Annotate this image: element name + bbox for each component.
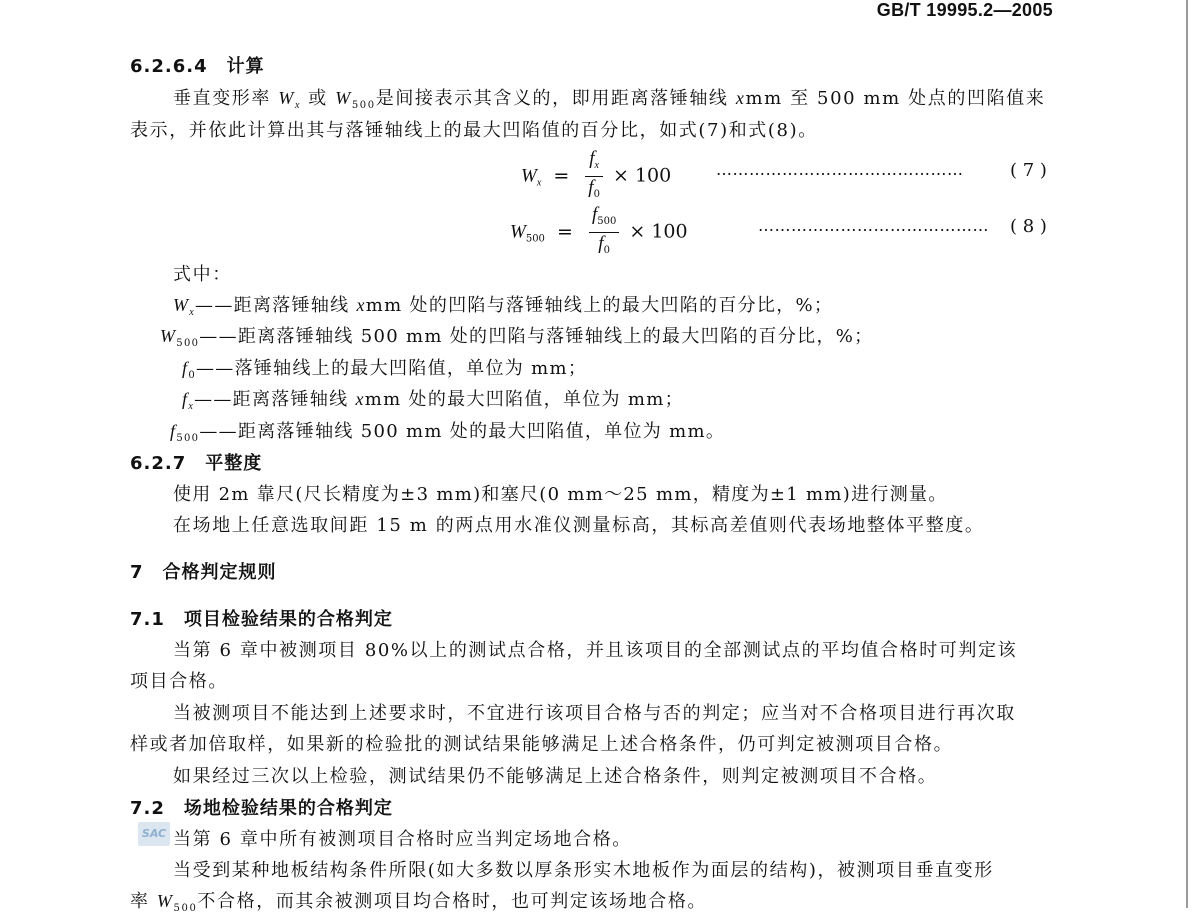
paragraph-6-2-6-4-line2: 表示，并依此计算出其与落锤轴线上的最大凹陷值的百分比，如式(7)和式(8)。	[130, 120, 818, 141]
formula-8-leader: ……………………………………	[758, 216, 989, 235]
formula-7-number: ( 7 )	[1010, 160, 1047, 181]
definition-f500: $f_{500}——$距离落锤轴线 500 mm 处的最大凹陷值，单位为 mm。	[170, 421, 726, 444]
paragraph-7-1-3: 如果经过三次以上检验，测试结果仍不能够满足上述合格条件，则判定被测项目不合格。	[173, 766, 938, 787]
formula-7-leader: ………………………………………	[716, 160, 964, 179]
paragraph-7-1-1-line1: 当第 6 章中被测项目 80%以上的测试点合格，并且该项目的全部测试点的平均值合格时可判定该	[173, 640, 1018, 661]
formula-7: $W_x$ = $\frac{f_x}{f_0}$ × 100	[521, 148, 671, 205]
paragraph-7-2-2-line1: 当受到某种地板结构条件所限(如大多数以厚条形实木地板作为面层的结构)，被测项目垂直变形	[173, 860, 994, 881]
page-edge-rule	[1186, 0, 1188, 908]
section-6-2-7-heading: 6.2.7 平整度	[130, 453, 263, 474]
definition-w500: $W_{500}——$距离落锤轴线 500 mm 处的凹陷与落锤轴线上的最大凹陷的百分比，%；	[160, 326, 874, 349]
formula-8-number: ( 8 )	[1010, 216, 1047, 237]
paragraph-7-1-2-line1: 当被测项目不能达到上述要求时，不宜进行该项目合格与否的判定；应当对不合格项目进行再次取	[173, 703, 1016, 724]
section-7-1-heading: 7.1 项目检验结果的合格判定	[130, 609, 393, 630]
section-6-2-6-4-heading: 6.2.6.4 计算	[130, 56, 265, 77]
section-7-2-heading: 7.2 场地检验结果的合格判定	[130, 798, 393, 819]
standard-number: GB/T 19995.2—2005	[876, 0, 1053, 20]
paragraph-6-2-7-line2: 在场地上任意选取间距 15 m 的两点用水准仪测量标高，其标高差值则代表场地整体平整度。	[173, 515, 985, 536]
formula-8: $W_{500}$ = $\frac{f_{500}}{f_0}$ × 100	[510, 204, 688, 261]
paragraph-7-1-2-line2: 样或者加倍取样，如果新的检验批的测试结果能够满足上述合格条件，仍可判定被测项目合格。	[130, 734, 954, 755]
sac-watermark-logo: SAC	[138, 822, 170, 846]
definition-fx: $f_x——$距离落锤轴线 xmm 处的最大凹陷值，单位为 mm；	[182, 389, 684, 412]
paragraph-7-1-1-line2: 项目合格。	[130, 671, 228, 692]
paragraph-6-2-7-line1: 使用 2m 靠尺(尺长精度为±3 mm)和塞尺(0 mm～25 mm，精度为±1 mm)进行测量。	[173, 484, 948, 505]
section-7-heading: 7 合格判定规则	[130, 562, 277, 583]
formula-7-fraction: $\frac{f_x}{f_0}$	[585, 148, 603, 205]
formula-8-fraction: $\frac{f_{500}}{f_0}$	[589, 204, 619, 261]
paragraph-7-2-1: 当第 6 章中所有被测项目合格时应当判定场地合格。	[173, 829, 632, 850]
paragraph-7-2-2-line2: 率 $W_{500}$不合格，而其余被测项目均合格时，也可判定该场地合格。	[130, 891, 708, 914]
definition-f0: $f_0——$落锤轴线上的最大凹陷值，单位为 mm；	[182, 358, 588, 381]
paragraph-6-2-6-4-line1: 垂直变形率 $W_x$ 或 $W_{500}$是间接表示其含义的，即用距离落锤轴线 xmm 至 500 mm 处点的凹陷值来	[173, 88, 1046, 111]
definition-wx: $W_x——$距离落锤轴线 xmm 处的凹陷与落锤轴线上的最大凹陷的百分比，%；	[173, 295, 834, 318]
where-label: 式中：	[173, 264, 232, 285]
